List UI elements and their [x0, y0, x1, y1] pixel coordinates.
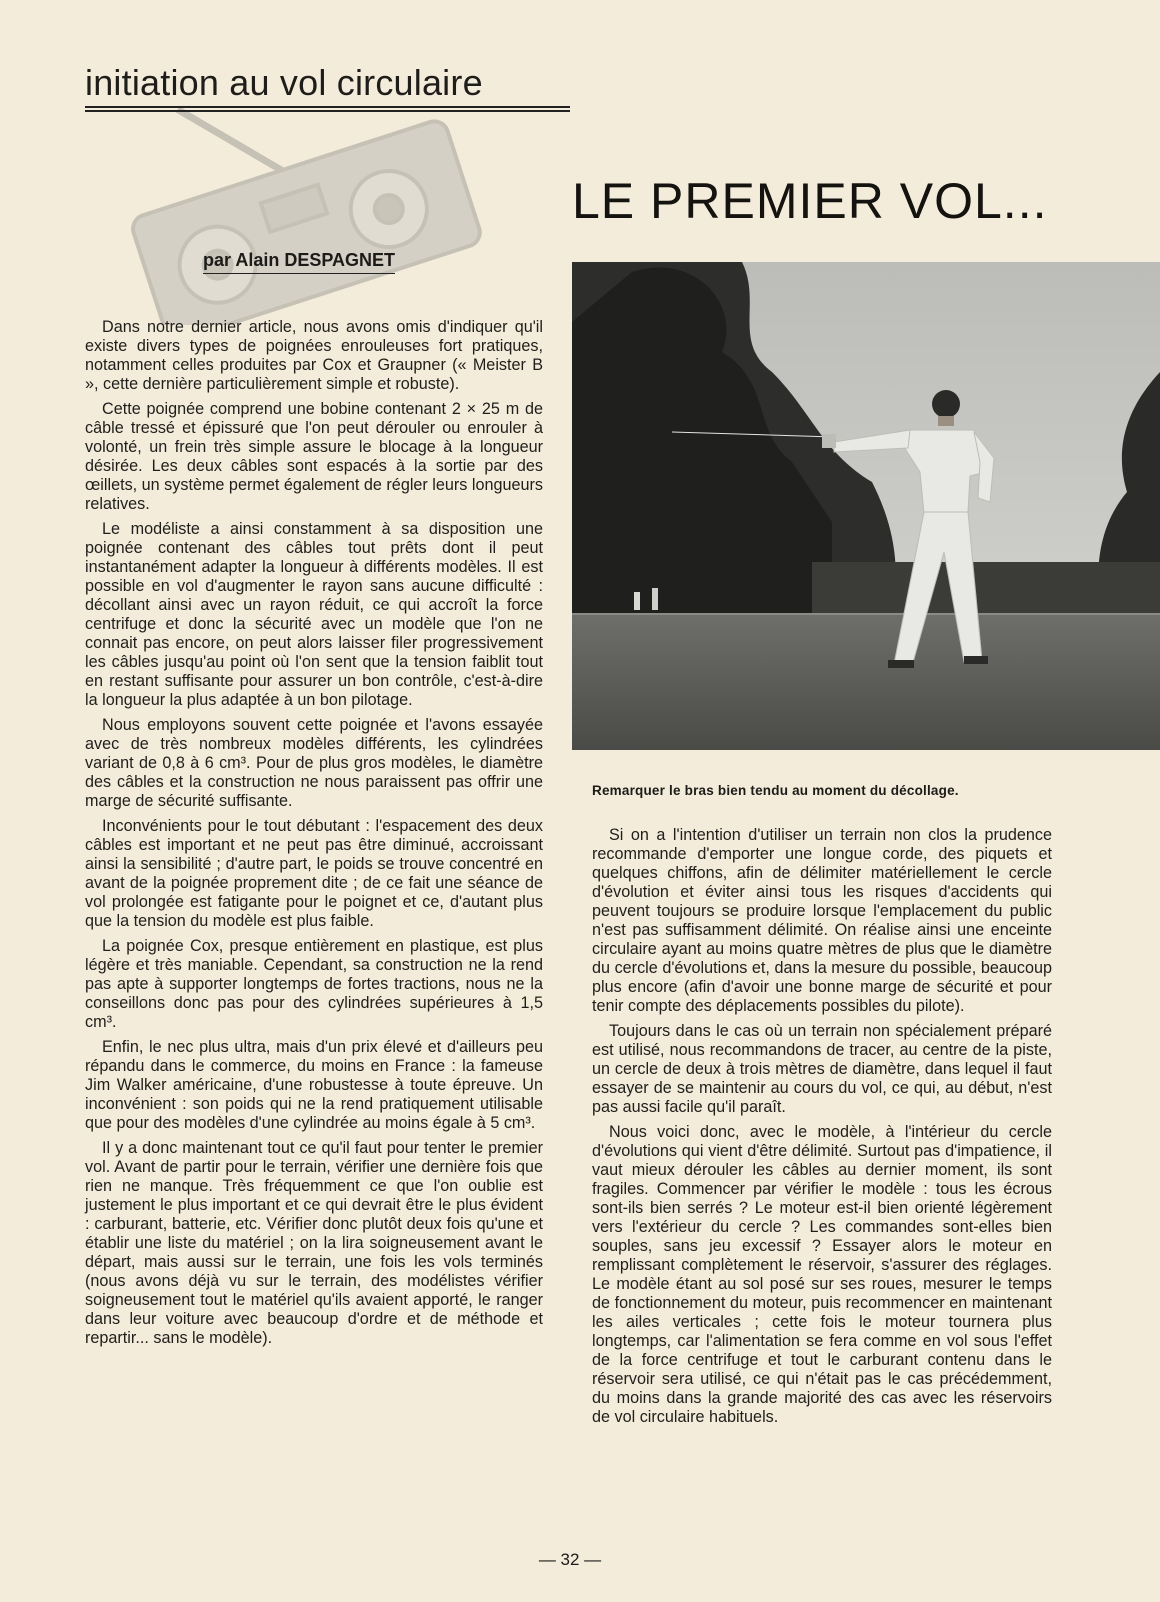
left-text-column: [85, 318, 543, 1354]
paragraph: Le modéliste a ainsi constamment à sa disposition une poignée contenant des câbles tout prêts dont il peut instantanément adapter la longueur à différents modèles. Il est possible en vol d'augmenter le rayon sans aucune difficulté : décollant ainsi avec un rayon réduit, ce qui accroît la force centrifuge et donc la sécurité avec un modèle que l'on ne connait pas encore, on peut alors laisser filer progressivement les câbles jusqu'au point où l'on sent que la tension faiblit tout en restant suffisante pour assurer un bon contrôle, c'est-à-dire la longueur la plus adaptée à un bon pilotage.: [85, 520, 543, 709]
paragraph: Nous voici donc, avec le modèle, à l'intérieur du cercle d'évolutions qui vient d'être délimité. Surtout pas d'impatience, il vaut mieux dérouler les câbles au dernier moment, ils sont fragiles. Commencer par vérifier le modèle : tous les écrous sont-ils bien serrés ? Le moteur est-il bien orienté légèrement vers l'extérieur du cercle ? Les commandes sont-elles bien souples, sans jeu excessif ? Essayer alors le moteur en remplissant complètement le réservoir, s'assurer des réglages. Le modèle étant au sol posé sur ses roues, mesurer le temps de fonctionnement du moteur, puis recommencer en maintenant les ailes verticales ; cette fois le moteur tournera plus longtemps, car l'alimentation se fera comme en vol sous l'effet de la force centrifuge et tout le carburant contenu dans le réservoir sera utilisé, ce qui n'était pas le cas précédemment, du moins dans la grande majorité des cas avec les réservoirs de vol circulaire habituels.: [592, 1123, 1052, 1426]
paragraph: Cette poignée comprend une bobine contenant 2 × 25 m de câble tressé et épissuré que l'on peut dérouler ou enrouler à volonté, un frein très simple assure le blocage à la longueur désirée. Les deux câbles sont espacés à la sortie par des œillets, un système permet également de régler leurs longueurs relatives.: [85, 400, 543, 513]
right-text-column: [592, 826, 1052, 1433]
paragraph: Enfin, le nec plus ultra, mais d'un prix élevé et d'ailleurs peu répandu dans le commerce, du moins en France : la fameuse Jim Walker américaine, d'une robustesse à toute épreuve. Un inconvénient : son poids qui ne la rend pratiquement utilisable que pour des modèles d'une cylindrée au moins égale à 5 cm³.: [85, 1038, 543, 1132]
paragraph: Toujours dans le cas où un terrain non spécialement préparé est utilisé, nous recommandons de tracer, au centre de la piste, un cercle de deux à trois mètres de diamètre, dans lequel il faut essayer de se maintenir au cours du vol, ce qui, au début, n'est pas aussi facile qu'il paraît.: [592, 1022, 1052, 1116]
article-photo: [572, 262, 1160, 750]
article-headline: LE PREMIER VOL...: [572, 173, 1048, 229]
author-byline: par Alain DESPAGNET: [203, 250, 395, 274]
title-double-rule: [85, 106, 570, 112]
paragraph: Dans notre dernier article, nous avons omis d'indiquer qu'il existe divers types de poignées enrouleuses fort pratiques, notamment celles produites par Cox et Graupner (« Meister B », cette dernière particulièrement simple et robuste).: [85, 318, 543, 393]
paragraph: Si on a l'intention d'utiliser un terrain non clos la prudence recommande d'emporter une longue corde, des piquets et quelques chiffons, afin de délimiter matériellement le cercle d'évolution et éviter ainsi tous les risques d'accidents qui peuvent toujours se produire lorsque l'emplacement du public n'est pas suffisamment délimité. On réalise ainsi une enceinte circulaire ayant au moins quatre mètres de plus que le diamètre du cercle d'évolutions et, dans la mesure du possible, beaucoup plus encore (afin d'avoir une bonne marge de sécurité et pour tenir compte des déplacements possibles du pilote).: [592, 826, 1052, 1015]
paragraph: Nous employons souvent cette poignée et l'avons essayée avec de très nombreux modèles différents, les cylindrées variant de 0,8 à 6 cm³. Pour de plus gros modèles, le diamètre des câbles et la construction ne nous paraissent pas offrir une marge de sécurité suffisante.: [85, 716, 543, 810]
paragraph: La poignée Cox, presque entièrement en plastique, est plus légère et très maniable. Cependant, sa construction ne la rend pas apte à supporter longtemps de fortes tractions, nous ne la conseillons donc pas pour des cylindrées supérieures à 1,5 cm³.: [85, 937, 543, 1031]
section-title: initiation au vol circulaire: [85, 62, 483, 103]
paragraph: Il y a donc maintenant tout ce qu'il faut pour tenter le premier vol. Avant de partir pour le terrain, vérifier une dernière fois que rien ne manque. Très fréquemment ce que l'on oublie est justement le plus important et ce qui devrait être le plus évident : carburant, batterie, etc. Vérifier donc plutôt deux fois qu'une et établir une liste du matériel ; on la lira soigneusement avant le départ, mais aussi sur le terrain, une fois les vols terminés (nous avons déjà vu sur le terrain, des modélistes vérifier soigneusement tout le matériel qu'ils avaient apporté, le ranger dans leur voiture avec beaucoup d'ordre et de méthode et repartir... sans le modèle).: [85, 1139, 543, 1347]
page-number: — 32 —: [538, 1550, 602, 1569]
photo-caption: Remarquer le bras bien tendu au moment du décollage.: [592, 783, 959, 798]
photo-pilot-flying-model-icon: [572, 262, 1160, 750]
transmitter-watermark-icon: [95, 95, 515, 325]
paragraph: Inconvénients pour le tout débutant : l'espacement des deux câbles est important et ne peut pas être diminué, accroissant ainsi la sensibilité ; d'autre part, le poids se trouve concentré en avant de la poignée proprement dite ; de ce fait une séance de vol prolongée est fatigante pour le poignet et ce, d'autant plus que la tension du modèle est plus faible.: [85, 817, 543, 930]
